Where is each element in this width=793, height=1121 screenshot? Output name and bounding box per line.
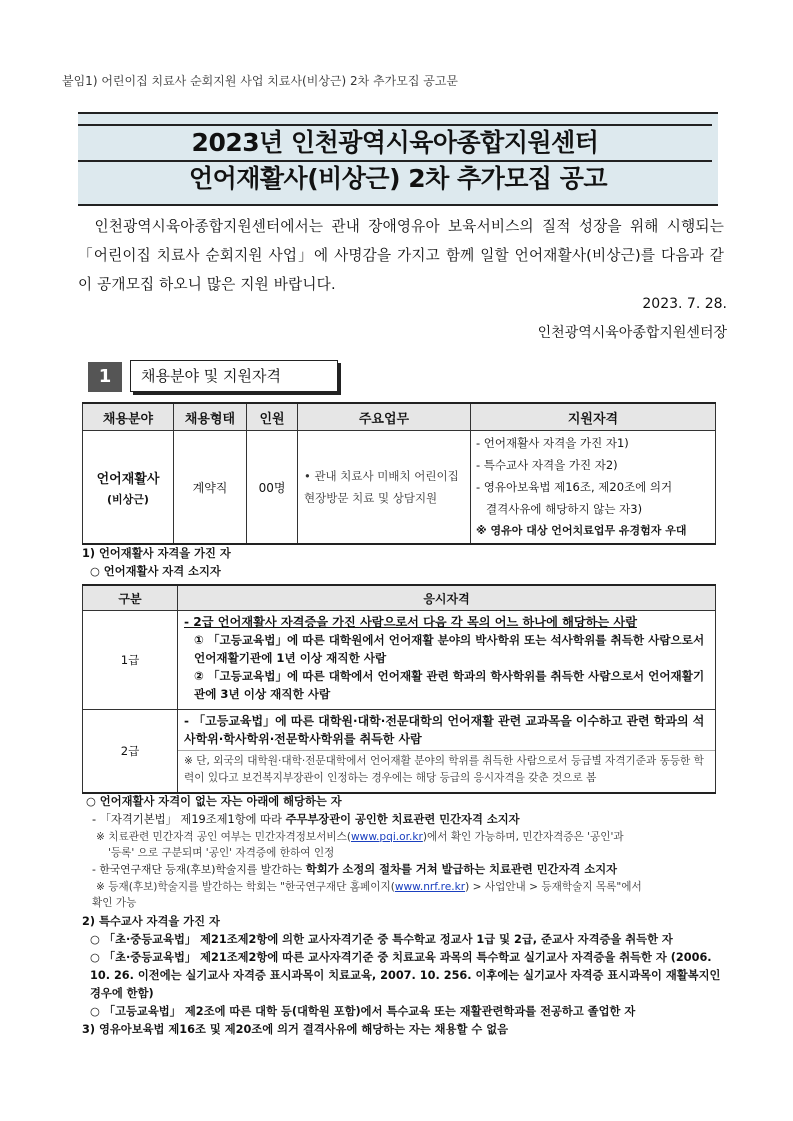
title-line2: 언어재활사(비상근) 2차 추가모집 공고 — [188, 164, 608, 193]
note4: 3) 영유아보육법 제16조 및 제20조에 의거 결격사유에 해당하는 자는 채용할 수 없음 — [82, 1023, 509, 1036]
nrf-link[interactable]: www.nrf.re.kr — [394, 881, 466, 893]
grade1-item-a: ① 「고등교육법」에 따른 대학원에서 언어재활 분야의 박사학위 또는 석사학위를 취득한 사람으로서 언어재활기관에 1년 이상 재직한 사람 — [194, 633, 705, 665]
note2-line4: - 한국연구재단 등재(후보)학술지를 발간하는 학회가 소정의 절차를 거쳐 발급하는 치료관련 민간자격 소지자 — [92, 863, 618, 876]
note3-item3: ○ 「고등교육법」 제2조에 따른 대학 등(대학원 포함)에서 특수교육 또는 재활관련학과를 전공하고 졸업한 자 — [90, 1005, 636, 1018]
intro-paragraph: 인천광역시육아종합지원센터에서는 관내 장애영유아 보육서비스의 질적 성장을 위해 시행되는 「어린이집 치료사 순회지원 사업」에 사명감을 가지고 함께 일할 언어재활사(비상근)를 다음과 같이 공개모집 하오니 많은 지원 바랍니다. — [78, 218, 724, 293]
count-cell: 00명 — [247, 431, 298, 545]
preference-note: ※ 영유아 대상 언어치료업무 유경험자 우대 — [476, 524, 687, 537]
qual-1: - 언어재활사 자격을 가진 자1) — [476, 436, 629, 450]
grade2-note: ※ 단, 외국의 대학원·대학·전문대학에서 언어재활 분야의 학위를 취득한 사람으로서 등급별 자격기준과 동등한 학력이 있다고 보건복지부장관이 인정하는 경우에는 해당 등급의 응시자격을 갖춘 것으로 봄 — [184, 755, 704, 784]
note3-heading: 2) 특수교사 자격을 가진 자 — [82, 915, 220, 928]
qual-4: 결격사유에 해당하지 않는 자3) — [486, 502, 643, 516]
header-type: 채용형태 — [174, 403, 247, 431]
grade1-eligibility — [178, 611, 716, 710]
note3-item1: ○ 「초·중등교육법」 제21조제2항에 의한 교사자격기준 중 특수학교 정교사 1급 및 2급, 준교사 자격증을 취득한 자 — [90, 933, 673, 946]
header-grade: 구분 — [83, 585, 178, 611]
title-line1: 2023년 인천광역시육아종합지원센터 — [78, 124, 712, 162]
qual-2: - 특수교사 자격을 가진 자2) — [476, 458, 618, 472]
grade1-main: - 2급 언어재활사 자격증을 가진 사람으로서 다음 각 목의 어느 하나에 해당하는 사람 — [184, 615, 637, 629]
field-cell — [83, 431, 174, 545]
grade1-cell: 1급 — [83, 611, 178, 710]
license-table — [82, 584, 716, 794]
announcement-date: 2023. 7. 28. — [642, 296, 727, 312]
grade2-main: - 「고등교육법」에 따른 대학원·대학·전문대학의 언어재활 관련 교과목을 이수하고 관련 학과의 석사학위·학사학위·전문학사학위를 취득한 사람 — [178, 710, 715, 751]
header-eligibility: 응시자격 — [178, 585, 716, 611]
note2-heading: ○ 언어재활사 자격이 없는 자는 아래에 해당하는 자 — [86, 795, 342, 808]
grade2-eligibility — [178, 710, 716, 794]
note2-line2: ※ 치료관련 민간자격 공인 여부는 민간자격정보서비스(www.pqi.or.kr)에서 확인 가능하며, 민간자격증은 '공인'과 — [96, 831, 624, 843]
qualification-cell — [471, 431, 716, 545]
organization-name: 인천광역시육아종합지원센터장 — [537, 325, 727, 341]
note2-line1: - 「자격기본법」 제19조제1항에 따라 주무부장관이 공인한 치료관련 민간자격 소지자 — [92, 813, 520, 826]
section-number: 1 — [88, 362, 122, 392]
attachment-label: 붙임1) 어린이집 치료사 순회지원 사업 치료사(비상근) 2차 추가모집 공고문 — [62, 74, 459, 88]
header-count: 인원 — [247, 403, 298, 431]
grade1-item-b: ② 「고등교육법」에 따른 대학에서 언어재활 관련 학과의 학사학위를 취득한 사람으로서 언어재활기관에 3년 이상 재직한 사람 — [194, 669, 705, 701]
note2-line6: 확인 가능 — [92, 897, 137, 909]
note2-line3: '등록' 으로 구분되며 '공인' 자격증에 한하여 인정 — [108, 847, 335, 859]
header-field: 채용분야 — [83, 403, 174, 431]
pqi-link[interactable]: www.pqi.or.kr — [350, 831, 423, 843]
note3-item2: ○ 「초·중등교육법」 제21조제2항에 따른 교사자격기준 중 치료교육 과목의 특수학교 실기교사 자격증을 취득한 자 (2006. 10. 26. 이전에는 실기교사 자격증 표시과목이 치료교육, 2007. 10. 256. 이후에는 실기교사 자격증 표시과목이 재활복지인 경우에 한함) — [90, 951, 721, 1000]
field-name: 언어재활사 — [96, 471, 160, 487]
qual-3: - 영유아보육법 제16조, 제20조에 의거 — [476, 480, 673, 494]
note1-sub: ○ 언어재활사 자격 소지자 — [90, 565, 221, 578]
header-qualification: 지원자격 — [471, 403, 716, 431]
duty-cell: • 관내 치료사 미배치 어린이집 현장방문 치료 및 상담지원 — [298, 431, 471, 545]
grade2-cell: 2급 — [83, 710, 178, 794]
note1-heading: 1) 언어재활사 자격을 가진 자 — [82, 547, 231, 560]
type-cell: 계약직 — [174, 431, 247, 545]
header-duty: 주요업무 — [298, 403, 471, 431]
title-box — [78, 112, 718, 206]
note2-line5: ※ 등재(후보)학술지를 발간하는 학회는 "한국연구재단 홈페이지(www.nrf.re.kr) > 사업안내 > 등재학술지 목록"에서 — [96, 881, 642, 893]
section-title: 채용분야 및 지원자격 — [130, 360, 338, 392]
field-sub: (비상근) — [107, 492, 149, 506]
recruitment-table — [82, 402, 716, 545]
